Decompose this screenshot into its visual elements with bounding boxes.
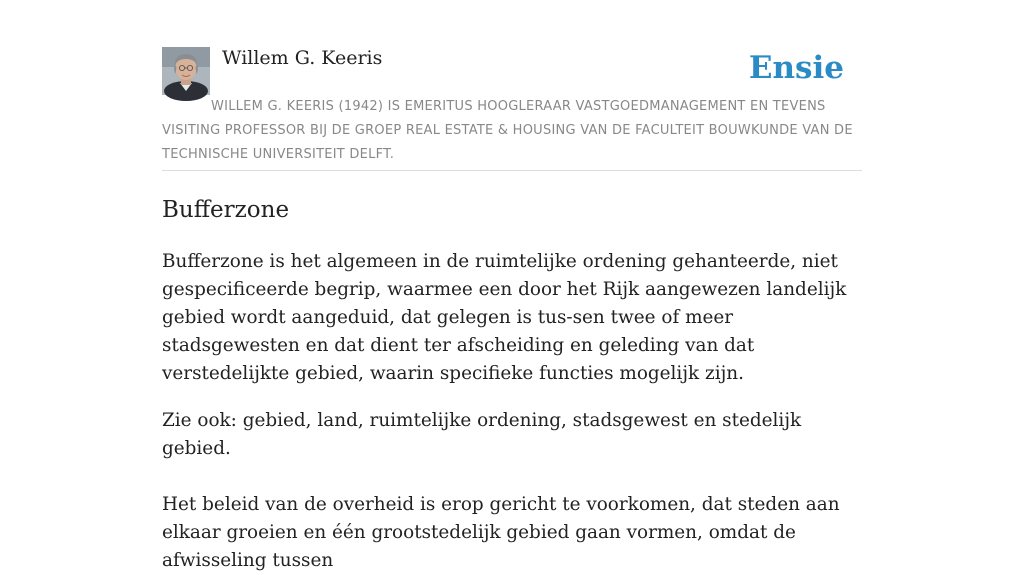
content-column bbox=[162, 0, 862, 575]
see-also-paragraph: Zie ook: gebied, land, ruimtelijke ordening, stadsgewest en stedelijk gebied. bbox=[162, 410, 802, 459]
article-paragraph: Bufferzone is het algemeen in de ruimtelijke ordening gehanteerde, niet gespecificeerde begrip, waarmee een door het Rijk aangewezen landelijk gebied wordt aangeduid, dat gelegen is tus-sen twee of meer stadsgewesten en dat dient ter afscheiding en geleding van dat verstedelijkte gebied, waarin specifieke functies mogelijk zijn. bbox=[162, 251, 847, 384]
brand-logo[interactable]: Ensie bbox=[748, 50, 844, 86]
author-header bbox=[162, 0, 862, 95]
author-portrait-icon bbox=[162, 47, 210, 95]
author-name[interactable]: Willem G. Keeris bbox=[222, 47, 383, 69]
article-paragraph: Het beleid van de overheid is erop gericht te voorkomen, dat steden aan elkaar groeien en één grootstedelijk gebied gaan vormen, omdat de afwisseling tussen bbox=[162, 494, 840, 571]
article-title: Bufferzone bbox=[162, 197, 290, 223]
author-avatar[interactable] bbox=[162, 47, 210, 95]
author-bio: WILLEM G. KEERIS (1942) IS EMERITUS HOOGLERAAR VASTGOEDMANAGEMENT EN TEVENS VISITING PROFESSOR BIJ DE GROEP REAL ESTATE & HOUSING VAN DE FACULTEIT BOUWKUNDE VAN DE TECHNISCHE UNIVERSITEIT DELFT. bbox=[162, 95, 862, 171]
